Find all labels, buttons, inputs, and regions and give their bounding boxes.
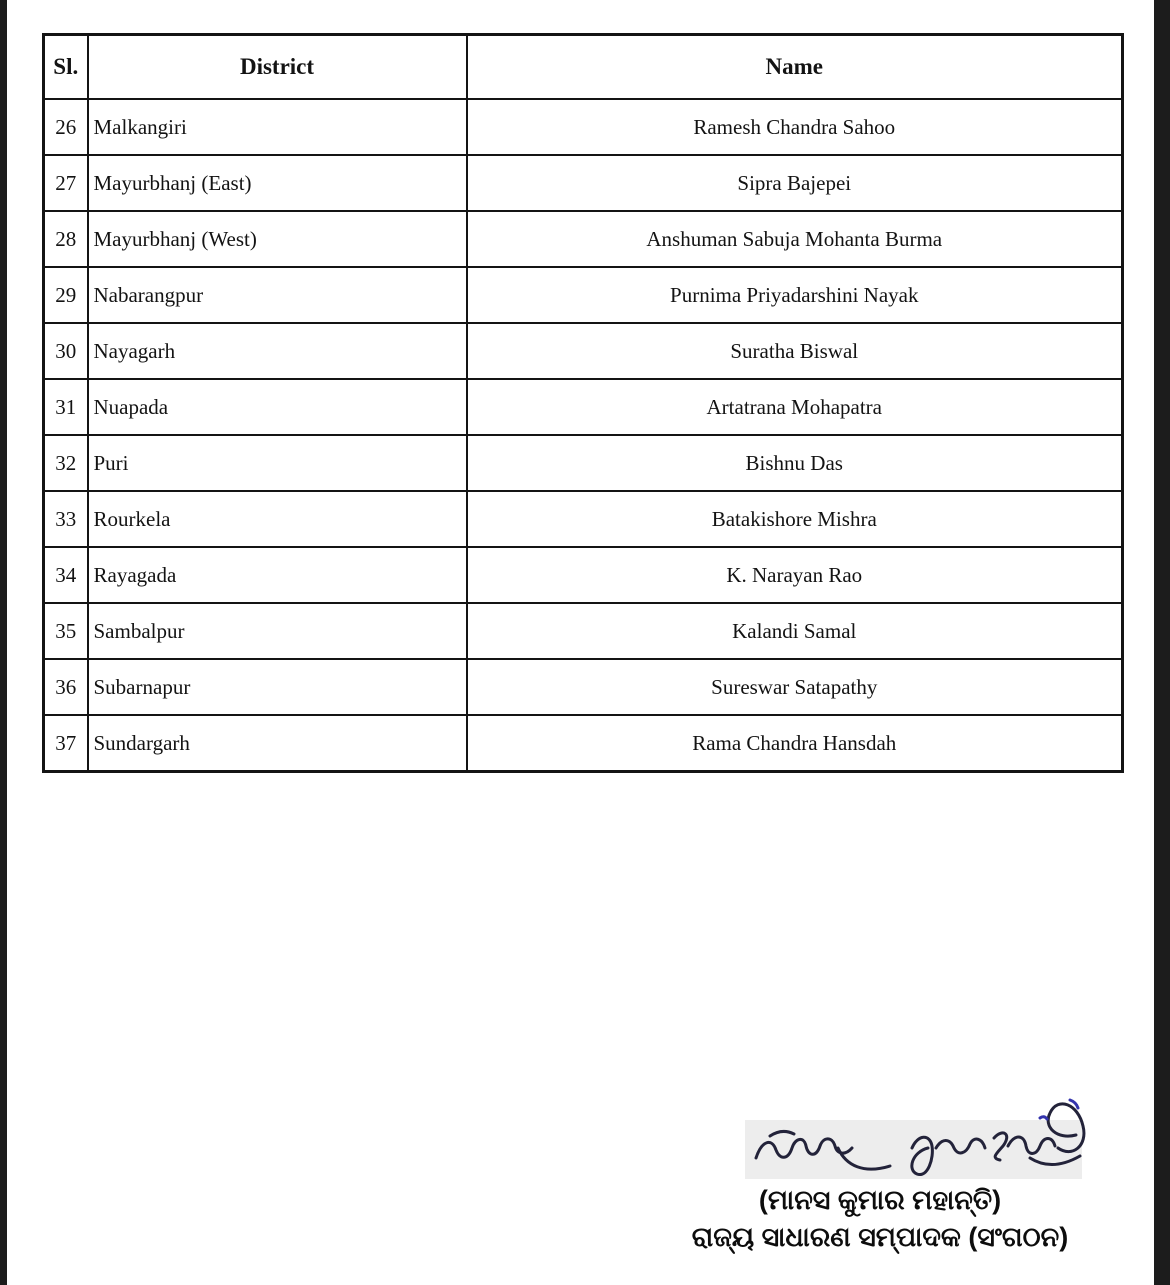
district-name-table (42, 33, 1124, 773)
name-cell: Rama Chandra Hansdah (467, 715, 1123, 772)
sl-cell: 30 (44, 323, 88, 379)
signatory-designation: ରାଜ୍ୟ ସାଧାରଣ ସମ୍ପାଦକ (ସଂଗଠନ) (691, 1222, 1069, 1253)
table-row (44, 267, 1123, 323)
name-cell: Ramesh Chandra Sahoo (467, 99, 1123, 155)
table-row (44, 99, 1123, 155)
district-cell: Malkangiri (88, 99, 467, 155)
name-cell: Kalandi Samal (467, 603, 1123, 659)
header-name: Name (467, 35, 1123, 100)
district-cell: Nayagarh (88, 323, 467, 379)
name-cell: Bishnu Das (467, 435, 1123, 491)
signatory-block (620, 1184, 1140, 1254)
district-cell: Nuapada (88, 379, 467, 435)
name-cell: Sureswar Satapathy (467, 659, 1123, 715)
header-district: District (88, 35, 467, 100)
sl-cell: 33 (44, 491, 88, 547)
table-row (44, 547, 1123, 603)
signatory-printed-name: (ମାନସ କୁମାର ମହାନ୍ତି) (758, 1185, 1002, 1215)
signature-image (740, 1086, 1110, 1186)
district-cell: Rayagada (88, 547, 467, 603)
table-row (44, 435, 1123, 491)
name-cell: K. Narayan Rao (467, 547, 1123, 603)
sl-cell: 35 (44, 603, 88, 659)
district-cell: Rourkela (88, 491, 467, 547)
name-cell: Suratha Biswal (467, 323, 1123, 379)
name-cell: Purnima Priyadarshini Nayak (467, 267, 1123, 323)
viewer-right-edge (1154, 0, 1170, 1285)
viewer-left-edge (0, 0, 7, 1285)
name-cell: Batakishore Mishra (467, 491, 1123, 547)
table-row (44, 155, 1123, 211)
name-cell: Artatrana Mohapatra (467, 379, 1123, 435)
sl-cell: 26 (44, 99, 88, 155)
sl-cell: 28 (44, 211, 88, 267)
name-cell: Anshuman Sabuja Mohanta Burma (467, 211, 1123, 267)
table-row (44, 379, 1123, 435)
table-row (44, 715, 1123, 772)
sl-cell: 34 (44, 547, 88, 603)
name-cell: Sipra Bajepei (467, 155, 1123, 211)
sl-cell: 37 (44, 715, 88, 772)
district-cell: Sundargarh (88, 715, 467, 772)
district-cell: Nabarangpur (88, 267, 467, 323)
district-cell: Mayurbhanj (West) (88, 211, 467, 267)
table-header-row (44, 35, 1123, 100)
table-row (44, 323, 1123, 379)
sl-cell: 36 (44, 659, 88, 715)
table-row (44, 603, 1123, 659)
table-row (44, 659, 1123, 715)
district-cell: Mayurbhanj (East) (88, 155, 467, 211)
sl-cell: 29 (44, 267, 88, 323)
district-cell: Puri (88, 435, 467, 491)
table-row (44, 211, 1123, 267)
sl-cell: 32 (44, 435, 88, 491)
table-row (44, 491, 1123, 547)
district-cell: Subarnapur (88, 659, 467, 715)
sl-cell: 31 (44, 379, 88, 435)
sl-cell: 27 (44, 155, 88, 211)
header-sl: Sl. (44, 35, 88, 100)
district-cell: Sambalpur (88, 603, 467, 659)
